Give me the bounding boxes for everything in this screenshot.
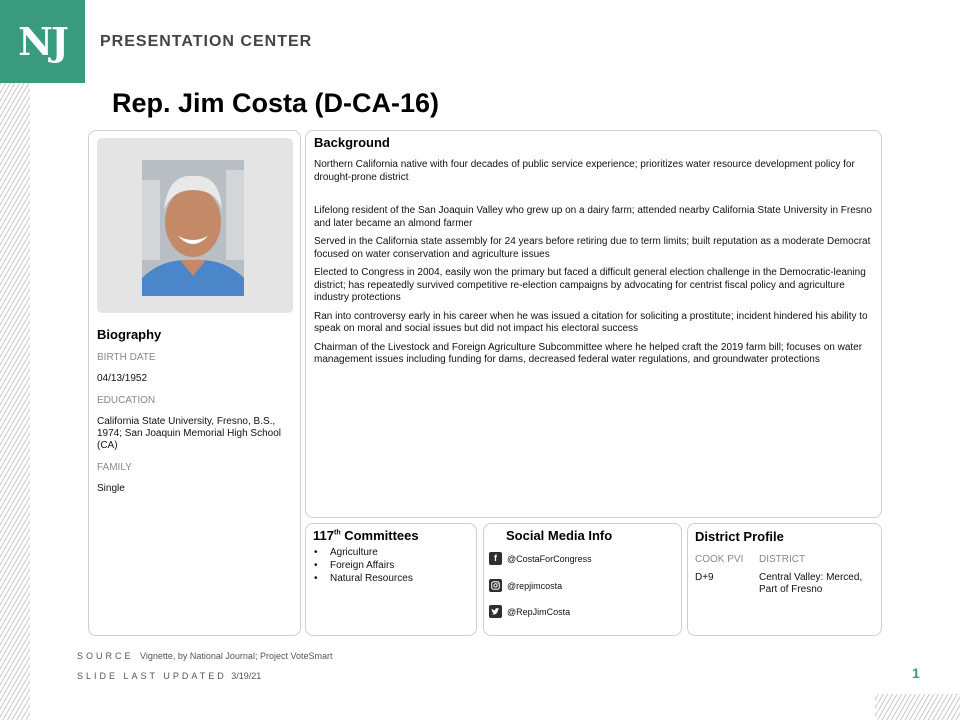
decorative-hatch-bottom-right <box>875 694 960 720</box>
family-label: FAMILY <box>97 462 132 473</box>
facebook-icon: f <box>489 552 502 565</box>
nj-logo: NJ <box>0 0 85 83</box>
committees-heading-number: 117 <box>313 528 334 543</box>
education-label: EDUCATION <box>97 395 156 406</box>
last-updated-label: SLIDE LAST UPDATED <box>77 671 227 681</box>
education-value: California State University, Fresno, B.S., 1974; San Joaquin Memorial High School (CA) <box>97 416 281 451</box>
biography-section <box>97 327 297 495</box>
background-paragraph: Elected to Congress in 2004, easily won the primary but faced a difficult general election challenge in the Democratic-leaning district; has repeatedly survived competitive re-election campaigns by advocating for centrist fiscal policy and agriculture industry protections <box>314 267 866 303</box>
committees-heading-ordinal: th <box>333 529 341 537</box>
decorative-hatch-left <box>0 83 30 720</box>
photo-frame <box>97 138 293 313</box>
district-profile-heading: District Profile <box>695 529 784 544</box>
committee-item: • Agriculture <box>314 546 413 559</box>
social-media-heading: Social Media Info <box>506 528 613 543</box>
district-value: Central Valley: Merced, Part of Fresno <box>759 572 863 595</box>
last-updated-date: 3/19/21 <box>231 671 262 681</box>
instagram-handle[interactable]: @repjimcosta <box>507 580 563 591</box>
last-updated-note <box>77 671 261 681</box>
social-media-panel <box>483 523 682 636</box>
twitter-handle[interactable]: @RepJimCosta <box>507 606 571 617</box>
committees-heading <box>313 528 419 543</box>
source-text: Vignette, by National Journal; Project VoteSmart <box>140 651 333 661</box>
background-paragraph: Ran into controversy early in his career when he was issued a citation for soliciting a prostitute; incident hindered his ability to speak on moral and social issues but did not impact his electoral success <box>314 310 868 334</box>
background-paragraph: Chairman of the Livestock and Foreign Agriculture Subcommittee where he helped craft the 2019 farm bill; focuses on water management issues including funding for dams, decreased federal water regulations, and groundwater protections <box>314 341 863 365</box>
cook-pvi-label: COOK PVI <box>695 554 744 565</box>
biography-panel <box>88 130 301 636</box>
cook-pvi-value: D+9 <box>695 572 714 583</box>
committees-heading-text: Committees <box>340 528 419 543</box>
background-paragraph: Lifelong resident of the San Joaquin Valley who grew up on a dairy farm; attended nearby California State University in Fresno and later became an almond farmer <box>314 205 872 229</box>
instagram-icon <box>489 579 502 592</box>
family-value: Single <box>97 483 125 494</box>
social-row-instagram[interactable] <box>489 579 562 592</box>
social-row-facebook[interactable] <box>489 552 592 565</box>
biography-heading: Biography <box>97 327 162 342</box>
district-label: DISTRICT <box>759 554 806 565</box>
source-label: SOURCE <box>77 651 134 661</box>
background-paragraph: Northern California native with four decades of public service experience; prioritizes water resource development policy for drought-prone district <box>314 159 855 183</box>
twitter-icon <box>489 605 502 618</box>
social-row-twitter[interactable] <box>489 605 570 618</box>
facebook-handle[interactable]: @CostaForCongress <box>507 553 592 564</box>
committees-list <box>314 546 413 585</box>
section-title: PRESENTATION CENTER <box>100 33 313 50</box>
birth-date-label: BIRTH DATE <box>97 352 156 363</box>
background-paragraphs <box>314 159 874 373</box>
background-heading: Background <box>314 135 390 150</box>
background-paragraph: Served in the California state assembly for 24 years before retiring due to term limits; built reputation as a moderate Democrat focused on water conservation and agriculture issues <box>314 236 871 260</box>
portrait-photo <box>142 160 244 296</box>
committees-panel <box>305 523 477 636</box>
page-number: 1 <box>912 665 920 681</box>
committee-item: • Foreign Affairs <box>314 559 413 572</box>
source-note <box>77 651 332 661</box>
birth-date-value: 04/13/1952 <box>97 373 148 384</box>
district-profile-panel <box>687 523 882 636</box>
background-panel <box>305 130 882 518</box>
committee-item: • Natural Resources <box>314 572 413 585</box>
page-title: Rep. Jim Costa (D-CA-16) <box>112 88 440 118</box>
